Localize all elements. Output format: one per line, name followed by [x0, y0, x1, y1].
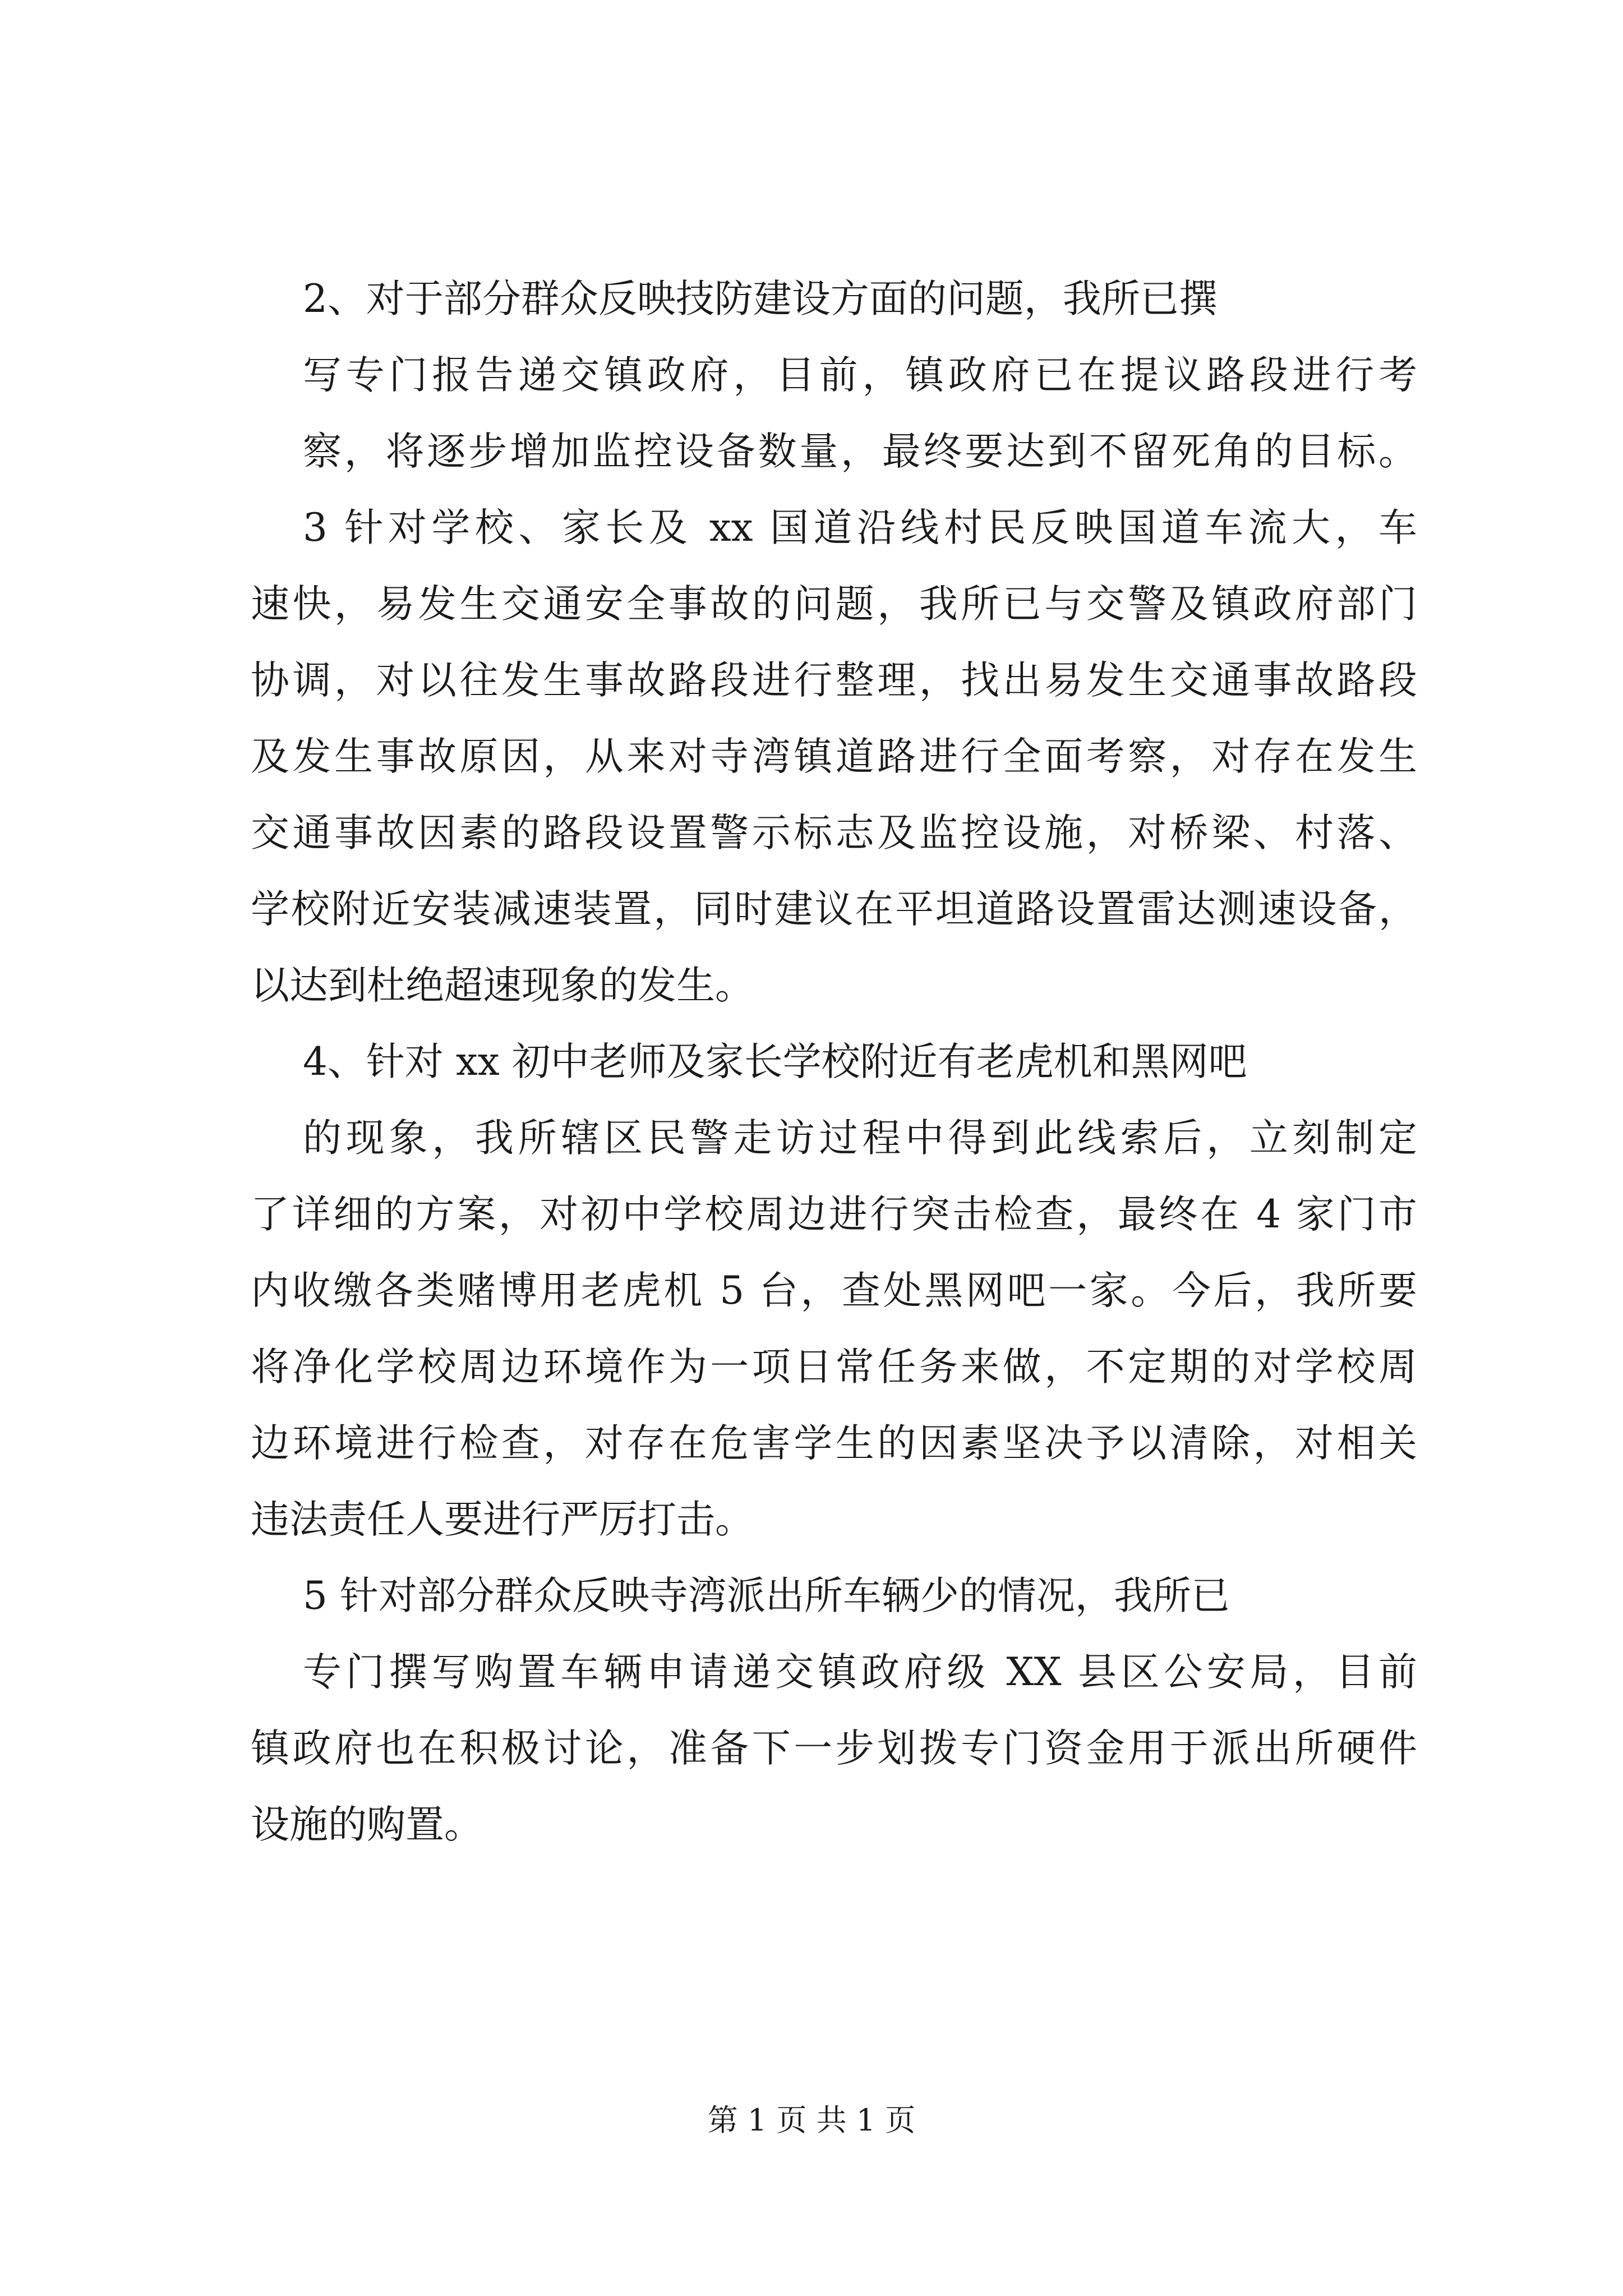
paragraph-2-line-1: 2、对于部分群众反映技防建设方面的问题，我所已撰	[303, 277, 1218, 321]
paragraph-3-line-7: 以达到杜绝超速现象的发生。	[251, 963, 754, 1008]
paragraph-3-line-1: 3 针对学校、家长及 xx 国道沿线村民反映国道车流大，车	[303, 505, 1417, 550]
paragraph-3-line-3: 协调，对以往发生事故路段进行整理，找出易发生交通事故路段	[251, 658, 1417, 703]
paragraph-4-line-4: 内收缴各类赌博用老虎机 5 台，查处黑网吧一家。今后，我所要	[251, 1268, 1417, 1313]
paragraph-3-line-5: 交通事故因素的路段设置警示标志及监控设施，对桥梁、村落、	[251, 811, 1417, 855]
paragraph-3-line-2: 速快，易发生交通安全事故的问题，我所已与交警及镇政府部门	[251, 582, 1417, 627]
paragraph-3-line-6: 学校附近安装减速装置，同时建议在平坦道路设置雷达测速设备，	[251, 887, 1417, 932]
paragraph-5-line-2: 专门撰写购置车辆申请递交镇政府级 XX 县区公安局，目前	[303, 1650, 1417, 1695]
paragraph-2-line-3: 察，将逐步增加监控设备数量，最终要达到不留死角的目标。	[303, 429, 1417, 474]
paragraph-4-line-5: 将净化学校周边环境作为一项日常任务来做，不定期的对学校周	[251, 1345, 1417, 1389]
paragraph-5-line-4: 设施的购置。	[251, 1802, 483, 1847]
paragraph-4-line-1: 4、针对 xx 初中老师及家长学校附近有老虎机和黑网吧	[303, 1039, 1247, 1084]
paragraph-5-line-3: 镇政府也在积极讨论，准备下一步划拨专门资金用于派出所硬件	[251, 1726, 1417, 1771]
paragraph-3-line-4: 及发生事故原因，从来对寺湾镇道路进行全面考察，对存在发生	[251, 734, 1417, 779]
paragraph-4-line-6: 边环境进行检查，对存在危害学生的因素坚决予以清除，对相关	[251, 1421, 1417, 1466]
paragraph-4-line-2: 的现象，我所辖区民警走访过程中得到此线索后，立刻制定	[303, 1116, 1417, 1161]
paragraph-5-line-1: 5 针对部分群众反映寺湾派出所车辆少的情况，我所已	[303, 1573, 1230, 1618]
paragraph-4-line-7: 违法责任人要进行严厉打击。	[251, 1497, 754, 1542]
page-footer: 第 1 页 共 1 页	[707, 2102, 916, 2138]
paragraph-4-line-3: 了详细的方案，对初中学校周边进行突击检查，最终在 4 家门市	[251, 1192, 1417, 1237]
paragraph-2-line-2: 写专门报告递交镇政府，目前，镇政府已在提议路段进行考	[303, 353, 1417, 398]
